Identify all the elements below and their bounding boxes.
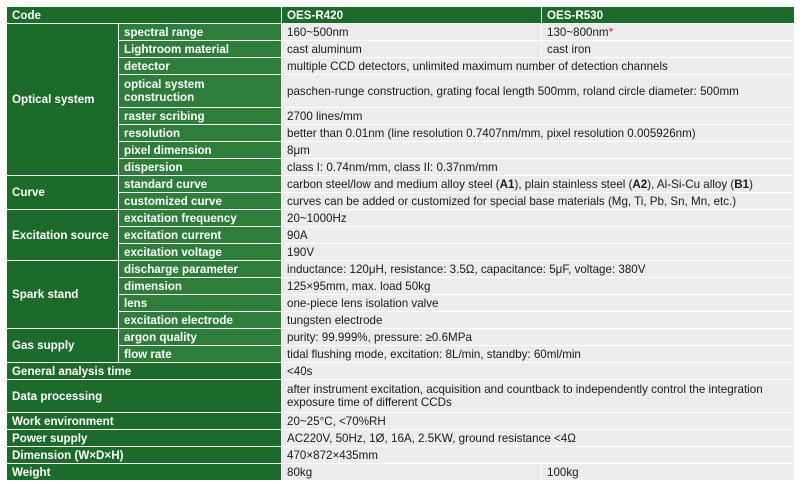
- spark-dimension-value: 125×95mm, max. load 50kg: [282, 278, 795, 295]
- category-optical: Optical system: [7, 24, 119, 176]
- detector-label: detector: [119, 58, 282, 75]
- asterisk-mark: *: [608, 25, 614, 39]
- table-row: [7, 159, 795, 176]
- freq-label: excitation frequency: [119, 210, 282, 227]
- lightroom-a: cast aluminum: [282, 41, 542, 58]
- table-row: [7, 295, 795, 312]
- lightroom-b: cast iron: [542, 41, 795, 58]
- dimension-value: 470×872×435mm: [282, 447, 795, 464]
- standard-text-2: ), plain stainless steel (: [514, 177, 633, 191]
- table-row: [7, 312, 795, 329]
- table-row: [7, 278, 795, 295]
- table-row: [7, 75, 795, 108]
- table-row: [7, 380, 795, 413]
- table-row: [7, 363, 795, 380]
- table-row: [7, 447, 795, 464]
- header-row: [7, 7, 795, 24]
- electrode-value: tungsten electrode: [282, 312, 795, 329]
- discharge-label: discharge parameter: [119, 261, 282, 278]
- table-row: [7, 413, 795, 430]
- standard-code-3: B1: [734, 177, 750, 191]
- lightroom-label: Lightroom material: [119, 41, 282, 58]
- power-value: AC220V, 50Hz, 1Ø, 16A, 2.5KW, ground resistance <4Ω: [282, 430, 795, 447]
- standard-curve-label: standard curve: [119, 176, 282, 193]
- model-a-header: OES-R420: [282, 7, 542, 24]
- raster-value: 2700 lines/mm: [282, 108, 795, 125]
- dispersion-label: dispersion: [119, 159, 282, 176]
- spec-table: [6, 6, 795, 481]
- general-analysis-value: <40s: [282, 363, 795, 380]
- category-curve: Curve: [7, 176, 119, 210]
- spark-dimension-label: dimension: [119, 278, 282, 295]
- flow-value: tidal flushing mode, excitation: 8L/min, standby: 60ml/min: [282, 346, 795, 363]
- standard-text-3: ), Al-Si-Cu alloy (: [647, 177, 735, 191]
- table-row: [7, 142, 795, 159]
- spectral-range-a: 160~500nm: [282, 24, 542, 41]
- construction-value: paschen-runge construction, grating focal length 500mm, roland circle diameter: 500mm: [282, 75, 795, 108]
- code-header: Code: [7, 7, 282, 24]
- data-processing-label: Data processing: [7, 380, 282, 413]
- table-row: [7, 125, 795, 142]
- spectral-range-b-cell: [542, 24, 795, 41]
- standard-text-4: ): [749, 177, 753, 191]
- table-row: [7, 108, 795, 125]
- flow-label: flow rate: [119, 346, 282, 363]
- voltage-label: excitation voltage: [119, 244, 282, 261]
- table-row: [7, 430, 795, 447]
- environment-label: Work environment: [7, 413, 282, 430]
- custom-curve-value: curves can be added or customized for special base materials (Mg, Ti, Pb, Sn, Mn, etc.): [282, 193, 795, 210]
- spectral-range-b: 130~800nm: [547, 25, 609, 39]
- standard-code-1: A1: [499, 177, 515, 191]
- weight-b: 100kg: [542, 464, 795, 481]
- lens-label: lens: [119, 295, 282, 312]
- table-row: [7, 176, 795, 193]
- model-b-header: OES-R530: [542, 7, 795, 24]
- current-label: excitation current: [119, 227, 282, 244]
- raster-label: raster scribing: [119, 108, 282, 125]
- pixel-value: 8μm: [282, 142, 795, 159]
- category-excitation: Excitation source: [7, 210, 119, 261]
- table-row: [7, 244, 795, 261]
- table-row: [7, 24, 795, 41]
- table-row: [7, 227, 795, 244]
- resolution-label: resolution: [119, 125, 282, 142]
- lens-value: one-piece lens isolation valve: [282, 295, 795, 312]
- table-row: [7, 193, 795, 210]
- weight-label: Weight: [7, 464, 282, 481]
- table-row: [7, 41, 795, 58]
- construction-label: optical system construction: [119, 75, 282, 108]
- environment-value: 20~25°C, <70%RH: [282, 413, 795, 430]
- table-row: [7, 58, 795, 75]
- freq-value: 20~1000Hz: [282, 210, 795, 227]
- custom-curve-label: customized curve: [119, 193, 282, 210]
- argon-value: purity: 99.999%, pressure: ≥0.6MPa: [282, 329, 795, 346]
- table-row: [7, 346, 795, 363]
- dispersion-value: class I: 0.74nm/mm, class II: 0.37nm/mm: [282, 159, 795, 176]
- discharge-value: inductance: 120μH, resistance: 3.5Ω, capacitance: 5μF, voltage: 380V: [282, 261, 795, 278]
- resolution-value: better than 0.01nm (line resolution 0.7407nm/mm, pixel resolution 0.005926nm): [282, 125, 795, 142]
- table-row: [7, 261, 795, 278]
- argon-label: argon quality: [119, 329, 282, 346]
- power-label: Power supply: [7, 430, 282, 447]
- current-value: 90A: [282, 227, 795, 244]
- dimension-label: Dimension (W×D×H): [7, 447, 282, 464]
- electrode-label: excitation electrode: [119, 312, 282, 329]
- pixel-label: pixel dimension: [119, 142, 282, 159]
- voltage-value: 190V: [282, 244, 795, 261]
- table-row: [7, 329, 795, 346]
- spectral-range-label: spectral range: [119, 24, 282, 41]
- standard-curve-value: [282, 176, 795, 193]
- general-analysis-label: General analysis time: [7, 363, 282, 380]
- detector-value: multiple CCD detectors, unlimited maximum number of detection channels: [282, 58, 795, 75]
- category-gas: Gas supply: [7, 329, 119, 363]
- table-row: [7, 210, 795, 227]
- weight-a: 80kg: [282, 464, 542, 481]
- category-spark: Spark stand: [7, 261, 119, 329]
- standard-text-1: carbon steel/low and medium alloy steel (: [287, 177, 500, 191]
- data-processing-value: after instrument excitation, acquisition and countback to independently control the integration exposure time of different CCDs: [282, 380, 795, 413]
- table-row: [7, 464, 795, 481]
- standard-code-2: A2: [632, 177, 648, 191]
